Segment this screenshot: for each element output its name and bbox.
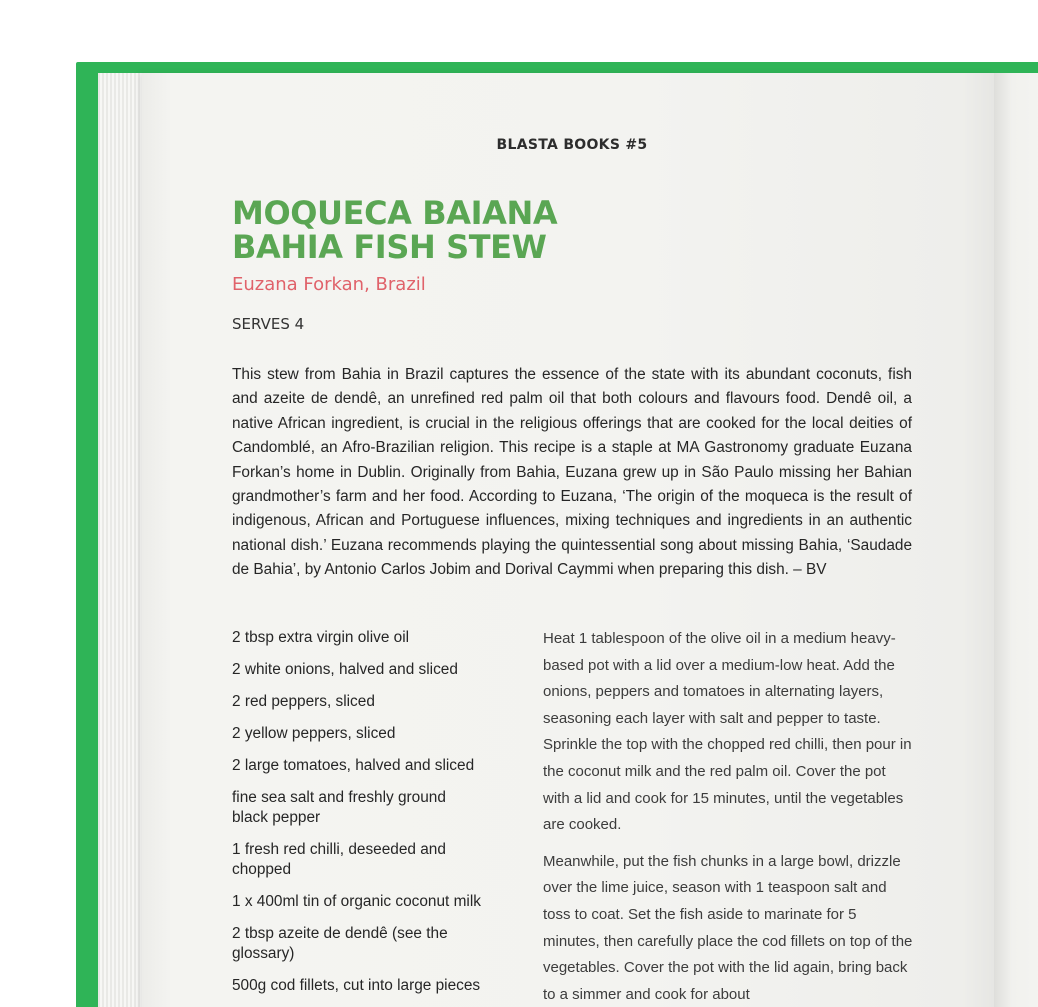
ingredient-item: 2 red peppers, sliced: [232, 693, 375, 710]
recipe-title-line-1: MOQUECA BAIANA: [232, 194, 558, 232]
recipe-title: [232, 196, 557, 264]
serves-label: SERVES 4: [232, 315, 305, 333]
ingredient-item: 2 white onions, halved and sliced: [232, 661, 458, 678]
ingredients-list: [232, 628, 507, 1007]
method-paragraph: Heat 1 tablespoon of the olive oil in a medium heavy-based pot with a lid over a medium-low heat. Add the onions, peppers and tomatoes in alternating layers, seasoning each layer with salt and pepper to taste. Sprinkle the top with the chopped red chilli, then pour in the coconut milk and the red palm oil. Cover the pot with a lid and cook for 15 minutes, until the vegetables are cooked.: [543, 630, 912, 834]
page-edges: [98, 73, 146, 1007]
ingredient-item: 2 large tomatoes, halved and sliced: [232, 757, 475, 774]
ingredient-item: fine sea salt and freshly ground black pepper: [232, 789, 446, 826]
next-page-edge: [994, 73, 1038, 1007]
method-steps: [543, 626, 915, 1007]
recipe-byline: Euzana Forkan, Brazil: [232, 274, 426, 295]
ingredient-item: 2 tbsp azeite de dendê (see the glossary): [232, 925, 448, 962]
running-head: BLASTA BOOKS #5: [496, 137, 648, 153]
ingredient-item: 1 fresh red chilli, deseeded and chopped: [232, 841, 446, 878]
recipe-intro: This stew from Bahia in Brazil captures the essence of the state with its abundant coconuts, fish and azeite de dendê, an unrefined red palm oil that both colours and flavours food. Dendê oil, a native African ingredient, is crucial in the religious offerings that are cooked for the local deities of Candomblé, an Afro-Brazilian religion. This recipe is a staple at MA Gastronomy graduate Euzana Forkan’s home in Dublin. Originally from Bahia, Euzana grew up in São Paulo missing her Bahian grandmother’s farm and her food. According to Euzana, ‘The origin of the moqueca is the result of indigenous, African and Portuguese influences, mixing techniques and ingredients in an authentic national dish.’ Euzana recommends playing the quintessential song about missing Bahia, ‘Saudade de Bahia’, by Antonio Carlos Jobim and Dorival Caymmi when preparing this dish. – BV: [232, 366, 912, 579]
ingredient-item: 1 x 400ml tin of organic coconut milk: [232, 893, 481, 910]
ingredient-item: 2 yellow peppers, sliced: [232, 725, 396, 742]
method-paragraph: Meanwhile, put the fish chunks in a large bowl, drizzle over the lime juice, season with 1 teaspoon salt and toss to coat. Set the fish aside to marinate for 5 minutes, then carefully place the cod fillets on top of the vegetables. Cover the pot with the lid again, bring back to a simmer and cook for about: [543, 852, 913, 1003]
ingredient-item: 500g cod fillets, cut into large pieces: [232, 977, 481, 994]
ingredient-item: 2 tbsp extra virgin olive oil: [232, 629, 410, 646]
recipe-title-line-2: BAHIA FISH STEW: [232, 228, 547, 266]
